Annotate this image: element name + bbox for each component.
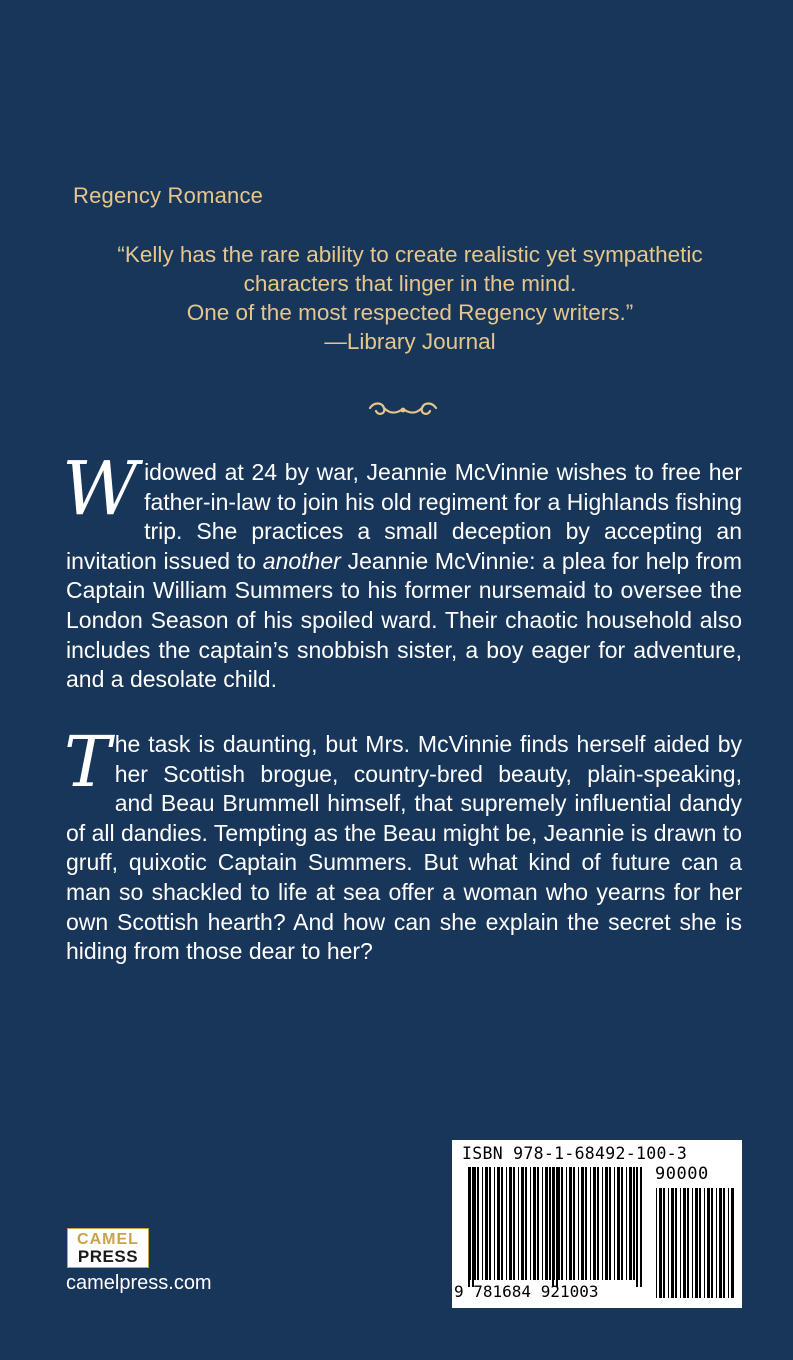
barcode-bar xyxy=(707,1188,710,1298)
barcode-bar xyxy=(633,1167,635,1280)
barcode-guard-bar xyxy=(472,1167,474,1287)
paragraph-text: Jeannie McVinnie: a plea for help from Captain William Summers to his former nursemaid to oversee the London Season of his spoiled ward. Their chaotic household also includes the captain’s snobbish sister, a boy eager for adventure, and a desolate child. xyxy=(66,547,742,693)
barcode-bar xyxy=(509,1167,512,1280)
description-paragraph-1 xyxy=(62,446,742,695)
barcode-bar xyxy=(656,1188,657,1298)
publisher-website: camelpress.com xyxy=(66,1272,212,1294)
barcode-bar xyxy=(561,1167,563,1280)
barcode-bar xyxy=(585,1167,587,1280)
quote-line: characters that linger in the mind. xyxy=(243,271,577,296)
barcode-bar xyxy=(663,1188,665,1298)
isbn-label: ISBN 978-1-68492-100-3 xyxy=(462,1144,688,1163)
emphasis-text: another xyxy=(262,547,341,574)
barcode-bar xyxy=(614,1167,615,1280)
barcode-bar xyxy=(590,1167,591,1280)
barcode-bar xyxy=(675,1188,677,1298)
barcode-bar xyxy=(680,1188,681,1298)
barcode-bar xyxy=(578,1167,579,1280)
barcode-bar xyxy=(668,1188,669,1298)
barcode-bar xyxy=(692,1188,693,1298)
barcode-bar xyxy=(506,1167,507,1280)
paragraph-text: he task is daunting, but Mrs. McVinnie finds herself aided by her Scottish brogue, country-bred beauty, plain-speaking, and Beau Brummell himself, that supremely influential dandy of all dandies. Tempting as the Beau might be, Jeannie is drawn to gruff, quixotic Captain Summers. But what kind of future can a man so shackled to life at sea offer a woman who yearns for her own Scottish hearth? And how can she explain the secret she is hiding from those dear to her? xyxy=(66,731,742,965)
publisher-logo xyxy=(67,1228,149,1268)
paragraph-text: idowed at 24 by war, Jeannie McVinnie wishes to free her father-in-law to join his old regiment for a Highlands fishing trip. She practices a small deception by accepting an invitation issued to xyxy=(66,459,742,574)
barcode-guard-bar xyxy=(636,1167,638,1287)
quote-line: One of the most respected Regency writers.” xyxy=(186,300,634,325)
barcode-bar xyxy=(521,1167,524,1280)
barcode-bar xyxy=(629,1167,632,1280)
barcode-bar xyxy=(489,1167,491,1280)
barcode-bar xyxy=(723,1188,725,1298)
barcode-bar xyxy=(525,1167,527,1280)
barcode-bar xyxy=(533,1167,536,1280)
barcode-bar xyxy=(518,1167,519,1280)
barcode-bar xyxy=(542,1167,543,1280)
barcode-bar xyxy=(731,1188,734,1298)
barcode-bar xyxy=(671,1188,674,1298)
barcode-bar xyxy=(716,1188,717,1298)
description-paragraph-2 xyxy=(64,721,742,967)
quote-attribution: —Library Journal xyxy=(324,329,496,354)
genre-label: Regency Romance xyxy=(73,183,264,208)
logo-line-camel: CAMEL xyxy=(77,1231,139,1248)
barcode-bar xyxy=(573,1167,575,1280)
barcode-bar xyxy=(549,1167,551,1280)
barcode-bar xyxy=(699,1188,701,1298)
barcode-bar xyxy=(569,1167,572,1280)
review-quote xyxy=(60,240,760,356)
barcode-guard-bar xyxy=(552,1167,554,1287)
barcode-bar xyxy=(602,1167,603,1280)
barcode-bar xyxy=(554,1167,555,1280)
barcode-bar xyxy=(494,1167,495,1280)
barcode-guard-bar xyxy=(468,1167,470,1287)
barcode-bar xyxy=(695,1188,698,1298)
barcode-bar xyxy=(605,1167,608,1280)
barcode-bar xyxy=(482,1167,483,1280)
price-code: 90000 xyxy=(655,1164,709,1184)
barcode-guard-bar xyxy=(640,1167,642,1287)
dropcap-w: W xyxy=(62,446,139,532)
barcode-bar xyxy=(609,1167,611,1280)
barcode-bar xyxy=(530,1167,531,1280)
barcode-bar xyxy=(501,1167,503,1280)
logo-line-press: PRESS xyxy=(77,1247,139,1266)
barcode-bar xyxy=(581,1167,584,1280)
barcode-bar xyxy=(497,1167,500,1280)
barcode-bar xyxy=(477,1167,479,1280)
barcode-bar xyxy=(513,1167,515,1280)
barcode-bar xyxy=(711,1188,713,1298)
barcode-bar xyxy=(659,1188,662,1298)
isbn-barcode xyxy=(452,1140,742,1308)
dropcap-t: T xyxy=(64,721,111,803)
barcode-bar xyxy=(566,1167,567,1280)
barcode-bar xyxy=(621,1167,623,1280)
barcode-bar xyxy=(687,1188,689,1298)
barcode-bar xyxy=(485,1167,488,1280)
barcode-bar xyxy=(683,1188,686,1298)
barcode-bar xyxy=(626,1167,627,1280)
ean-digits: 9 781684 921003 xyxy=(454,1282,599,1301)
barcode-bar xyxy=(537,1167,539,1280)
barcode-bar xyxy=(719,1188,722,1298)
barcode-bar xyxy=(617,1167,620,1280)
barcode-guard-bar xyxy=(556,1167,558,1287)
barcode-bar xyxy=(704,1188,705,1298)
barcode-bar xyxy=(593,1167,596,1280)
barcode-bar xyxy=(545,1167,548,1280)
flourish-ornament-icon xyxy=(364,398,442,422)
barcode-bar xyxy=(470,1167,471,1280)
barcode-bar xyxy=(728,1188,729,1298)
barcode-bar xyxy=(597,1167,599,1280)
quote-line: “Kelly has the rare ability to create realistic yet sympathetic xyxy=(117,242,703,267)
